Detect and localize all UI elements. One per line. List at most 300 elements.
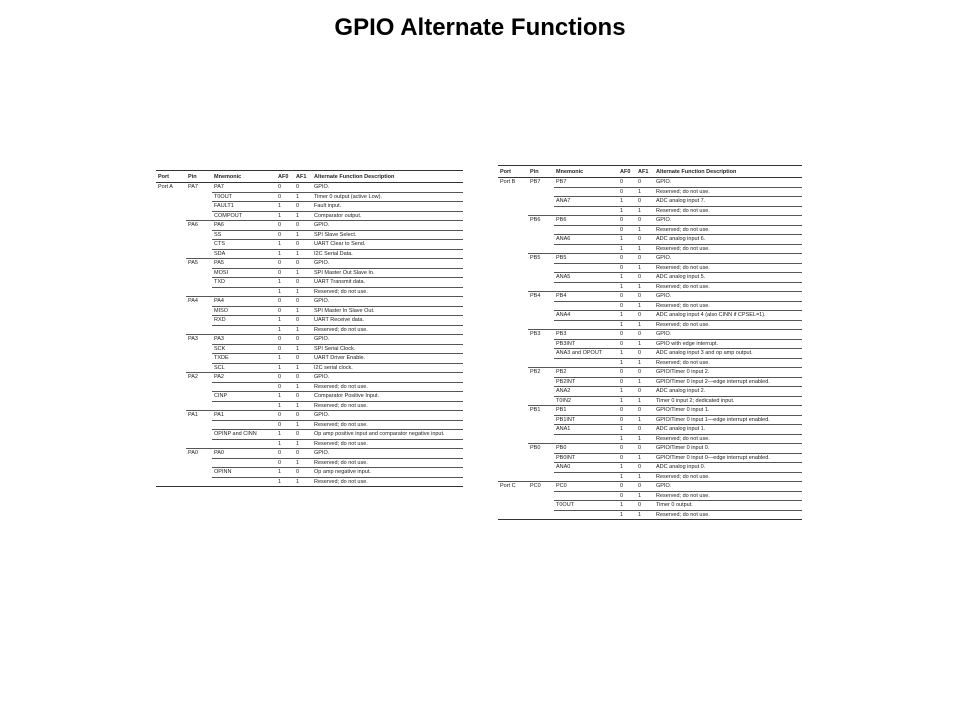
pin-cell <box>528 358 554 368</box>
af0-cell: 0 <box>618 187 636 197</box>
af1-cell: 1 <box>294 439 312 449</box>
pin-cell <box>528 263 554 273</box>
port-cell <box>498 206 528 216</box>
table-row <box>156 268 463 278</box>
pin-cell: PB5 <box>528 254 554 264</box>
af0-cell: 1 <box>276 392 294 402</box>
pin-cell: PA0 <box>186 449 212 459</box>
port-cell <box>156 401 186 411</box>
header-mnemonic: Mnemonic <box>554 166 618 178</box>
mnemonic-cell: PC0 <box>554 482 618 492</box>
description-cell: Reserved; do not use. <box>654 206 802 216</box>
mnemonic-cell: T0IN2 <box>554 396 618 406</box>
af0-cell: 0 <box>618 225 636 235</box>
port-cell: Port A <box>156 183 186 193</box>
mnemonic-cell <box>554 320 618 330</box>
af1-cell: 0 <box>636 482 654 492</box>
mnemonic-cell: PA2 <box>212 373 276 383</box>
pin-cell: PB7 <box>528 178 554 188</box>
af1-cell: 1 <box>294 306 312 316</box>
port-cell <box>498 434 528 444</box>
mnemonic-cell <box>554 358 618 368</box>
af0-cell: 0 <box>618 263 636 273</box>
table-row <box>156 287 463 297</box>
pin-cell <box>528 273 554 283</box>
description-cell: Reserved; do not use. <box>654 263 802 273</box>
table-row <box>156 306 463 316</box>
af1-cell: 0 <box>636 425 654 435</box>
pin-cell <box>186 344 212 354</box>
af1-cell: 1 <box>636 358 654 368</box>
table-row <box>156 430 463 440</box>
af0-cell: 0 <box>276 192 294 202</box>
af1-cell: 1 <box>636 415 654 425</box>
af1-cell: 0 <box>636 444 654 454</box>
pin-cell: PA1 <box>186 411 212 421</box>
description-cell: Reserved; do not use. <box>312 287 463 297</box>
pin-cell <box>186 430 212 440</box>
description-cell: ADC analog input 7. <box>654 197 802 207</box>
af0-cell: 1 <box>618 235 636 245</box>
port-cell <box>156 259 186 269</box>
af1-cell: 0 <box>636 330 654 340</box>
af0-cell: 0 <box>276 458 294 468</box>
description-cell: UART Driver Enable. <box>312 354 463 364</box>
af1-cell: 1 <box>636 301 654 311</box>
port-cell <box>498 349 528 359</box>
description-cell: GPIO. <box>312 221 463 231</box>
af1-cell: 0 <box>294 354 312 364</box>
table-row <box>498 244 802 254</box>
table-row <box>156 278 463 288</box>
af1-cell: 1 <box>294 211 312 221</box>
table-row <box>156 401 463 411</box>
pin-cell <box>528 311 554 321</box>
pin-cell <box>528 453 554 463</box>
af0-cell: 0 <box>618 178 636 188</box>
description-cell: Reserved; do not use. <box>312 325 463 335</box>
table-row <box>498 206 802 216</box>
port-cell <box>498 254 528 264</box>
af0-cell: 0 <box>276 306 294 316</box>
pin-cell <box>528 415 554 425</box>
port-b-c-alternate-functions-table <box>498 165 802 520</box>
af1-cell: 0 <box>636 178 654 188</box>
pin-cell <box>186 202 212 212</box>
table-row <box>498 282 802 292</box>
port-cell <box>156 458 186 468</box>
table-row <box>156 411 463 421</box>
port-cell <box>156 240 186 250</box>
port-cell <box>498 387 528 397</box>
port-cell <box>156 363 186 373</box>
mnemonic-cell: ANA2 <box>554 387 618 397</box>
af1-cell: 1 <box>294 458 312 468</box>
pin-cell <box>528 206 554 216</box>
pin-cell <box>186 268 212 278</box>
af0-cell: 0 <box>276 259 294 269</box>
table-row <box>156 344 463 354</box>
mnemonic-cell: PB6 <box>554 216 618 226</box>
mnemonic-cell: PB3 <box>554 330 618 340</box>
header-af1: AF1 <box>294 171 312 183</box>
af0-cell: 1 <box>618 510 636 520</box>
description-cell: GPIO. <box>312 297 463 307</box>
pin-cell <box>186 401 212 411</box>
port-cell <box>498 415 528 425</box>
mnemonic-cell <box>554 434 618 444</box>
mnemonic-cell: PA1 <box>212 411 276 421</box>
af1-cell: 0 <box>294 316 312 326</box>
header-row <box>156 171 463 183</box>
description-cell: Reserved; do not use. <box>654 491 802 501</box>
pin-cell <box>528 491 554 501</box>
mnemonic-cell: OPINN <box>212 468 276 478</box>
description-cell: GPIO/Timer 0 input 2—edge interrupt enabled. <box>654 377 802 387</box>
mnemonic-cell: ANA6 <box>554 235 618 245</box>
port-cell <box>498 282 528 292</box>
table-row <box>156 249 463 259</box>
pin-cell <box>528 377 554 387</box>
port-cell <box>498 425 528 435</box>
af0-cell: 1 <box>618 425 636 435</box>
description-cell: GPIO. <box>654 292 802 302</box>
description-cell: Reserved; do not use. <box>312 382 463 392</box>
pin-cell <box>528 463 554 473</box>
table-row <box>156 382 463 392</box>
table-row <box>156 392 463 402</box>
pin-cell <box>186 439 212 449</box>
pin-cell: PB3 <box>528 330 554 340</box>
port-cell <box>156 287 186 297</box>
pin-cell: PB1 <box>528 406 554 416</box>
af0-cell: 1 <box>618 311 636 321</box>
af0-cell: 0 <box>618 339 636 349</box>
pin-cell <box>528 282 554 292</box>
port-cell <box>156 316 186 326</box>
pin-cell <box>528 472 554 482</box>
af0-cell: 1 <box>276 477 294 487</box>
af1-cell: 0 <box>294 221 312 231</box>
table-row <box>498 501 802 511</box>
af1-cell: 1 <box>294 268 312 278</box>
mnemonic-cell <box>554 510 618 520</box>
mnemonic-cell: SDA <box>212 249 276 259</box>
pin-cell <box>528 320 554 330</box>
table-row <box>498 434 802 444</box>
header-af0: AF0 <box>618 166 636 178</box>
af1-cell: 1 <box>294 325 312 335</box>
mnemonic-cell <box>212 420 276 430</box>
description-cell: GPIO/Timer 0 input 0. <box>654 444 802 454</box>
description-cell: GPIO/Timer 0 input 1—edge interrupt enabled. <box>654 415 802 425</box>
mnemonic-cell: PA7 <box>212 183 276 193</box>
af0-cell: 1 <box>276 325 294 335</box>
port-cell <box>156 268 186 278</box>
af1-cell: 1 <box>294 477 312 487</box>
mnemonic-cell: PA5 <box>212 259 276 269</box>
port-cell <box>498 292 528 302</box>
port-cell <box>498 339 528 349</box>
table-row <box>498 301 802 311</box>
af1-cell: 1 <box>636 396 654 406</box>
mnemonic-cell <box>554 225 618 235</box>
description-cell: Reserved; do not use. <box>654 320 802 330</box>
port-cell <box>156 411 186 421</box>
port-cell <box>156 468 186 478</box>
description-cell: GPIO/Timer 0 input 2. <box>654 368 802 378</box>
af1-cell: 0 <box>294 240 312 250</box>
af0-cell: 1 <box>618 282 636 292</box>
description-cell: Reserved; do not use. <box>312 458 463 468</box>
af1-cell: 0 <box>636 463 654 473</box>
mnemonic-cell: FAULT1 <box>212 202 276 212</box>
af1-cell: 1 <box>636 244 654 254</box>
pin-cell <box>186 325 212 335</box>
port-cell <box>498 491 528 501</box>
table-row <box>156 335 463 345</box>
description-cell: UART Transmit data. <box>312 278 463 288</box>
af0-cell: 0 <box>618 254 636 264</box>
port-cell: Port B <box>498 178 528 188</box>
description-cell: Reserved; do not use. <box>312 477 463 487</box>
port-cell <box>156 306 186 316</box>
af1-cell: 1 <box>636 491 654 501</box>
description-cell: Reserved; do not use. <box>312 401 463 411</box>
af0-cell: 0 <box>276 344 294 354</box>
header-af0: AF0 <box>276 171 294 183</box>
port-cell <box>498 501 528 511</box>
af0-cell: 1 <box>276 202 294 212</box>
af1-cell: 0 <box>636 235 654 245</box>
pin-cell <box>528 501 554 511</box>
af1-cell: 1 <box>294 230 312 240</box>
af0-cell: 0 <box>618 216 636 226</box>
mnemonic-cell: SCL <box>212 363 276 373</box>
af1-cell: 1 <box>636 453 654 463</box>
af0-cell: 0 <box>276 297 294 307</box>
description-cell: Reserved; do not use. <box>654 358 802 368</box>
header-row <box>498 166 802 178</box>
mnemonic-cell: MOSI <box>212 268 276 278</box>
description-cell: Reserved; do not use. <box>654 244 802 254</box>
table-row <box>156 230 463 240</box>
port-cell <box>156 202 186 212</box>
af0-cell: 1 <box>618 273 636 283</box>
table-row <box>498 482 802 492</box>
af0-cell: 1 <box>276 240 294 250</box>
af0-cell: 1 <box>276 468 294 478</box>
af1-cell: 0 <box>294 259 312 269</box>
port-cell <box>498 187 528 197</box>
description-cell: Op amp negative input. <box>312 468 463 478</box>
af1-cell: 1 <box>636 510 654 520</box>
pin-cell <box>528 349 554 359</box>
af0-cell: 1 <box>276 249 294 259</box>
af1-cell: 1 <box>636 472 654 482</box>
af1-cell: 1 <box>636 282 654 292</box>
table-row <box>156 458 463 468</box>
pin-cell <box>528 244 554 254</box>
table-row <box>498 453 802 463</box>
af0-cell: 1 <box>276 278 294 288</box>
mnemonic-cell: TXDE <box>212 354 276 364</box>
af0-cell: 0 <box>276 268 294 278</box>
af0-cell: 1 <box>618 197 636 207</box>
description-cell: Reserved; do not use. <box>654 434 802 444</box>
pin-cell: PB4 <box>528 292 554 302</box>
table-row <box>498 415 802 425</box>
table-row <box>498 425 802 435</box>
pin-cell <box>186 382 212 392</box>
af0-cell: 0 <box>276 221 294 231</box>
description-cell: SPI Master In Slave Out. <box>312 306 463 316</box>
port-cell <box>498 406 528 416</box>
af0-cell: 0 <box>276 230 294 240</box>
af0-cell: 0 <box>276 335 294 345</box>
af1-cell: 0 <box>636 197 654 207</box>
port-cell <box>498 216 528 226</box>
af0-cell: 1 <box>618 501 636 511</box>
table-row <box>156 221 463 231</box>
port-cell <box>156 439 186 449</box>
af1-cell: 1 <box>294 363 312 373</box>
description-cell: Timer 0 output (active Low). <box>312 192 463 202</box>
description-cell: ADC analog input 2. <box>654 387 802 397</box>
description-cell: UART Clear to Send. <box>312 240 463 250</box>
mnemonic-cell <box>554 263 618 273</box>
description-cell: Reserved; do not use. <box>654 187 802 197</box>
af1-cell: 0 <box>294 297 312 307</box>
description-cell: ADC analog input 4 (also CINN if CPSEL=1). <box>654 311 802 321</box>
mnemonic-cell: PB4 <box>554 292 618 302</box>
description-cell: I2C Serial Data. <box>312 249 463 259</box>
table-row <box>498 406 802 416</box>
pin-cell <box>528 510 554 520</box>
af0-cell: 1 <box>618 349 636 359</box>
mnemonic-cell: CTS <box>212 240 276 250</box>
description-cell: Timer 0 input 2; dedicated input. <box>654 396 802 406</box>
mnemonic-cell: TXD <box>212 278 276 288</box>
table-row <box>156 439 463 449</box>
port-cell <box>156 192 186 202</box>
table-row <box>156 240 463 250</box>
af0-cell: 0 <box>276 183 294 193</box>
af0-cell: 1 <box>618 463 636 473</box>
header-port: Port <box>156 171 186 183</box>
af1-cell: 0 <box>294 183 312 193</box>
description-cell: GPIO. <box>312 183 463 193</box>
port-cell <box>156 278 186 288</box>
mnemonic-cell: PB1 <box>554 406 618 416</box>
pin-cell <box>186 278 212 288</box>
table-row <box>498 216 802 226</box>
port-cell <box>498 358 528 368</box>
mnemonic-cell: ANA7 <box>554 197 618 207</box>
table-header <box>498 166 802 178</box>
af1-cell: 0 <box>294 373 312 383</box>
af1-cell: 0 <box>294 411 312 421</box>
pin-cell <box>186 420 212 430</box>
mnemonic-cell <box>554 206 618 216</box>
af0-cell: 0 <box>276 411 294 421</box>
mnemonic-cell: ANA3 and OPOUT <box>554 349 618 359</box>
header-port: Port <box>498 166 528 178</box>
af0-cell: 0 <box>618 330 636 340</box>
port-cell <box>156 382 186 392</box>
pin-cell <box>528 396 554 406</box>
af0-cell: 1 <box>276 211 294 221</box>
description-cell: Reserved; do not use. <box>654 225 802 235</box>
port-cell <box>156 325 186 335</box>
af0-cell: 1 <box>618 472 636 482</box>
port-cell <box>498 463 528 473</box>
table-row <box>498 178 802 188</box>
port-cell <box>498 197 528 207</box>
table-row <box>498 320 802 330</box>
description-cell: Reserved; do not use. <box>312 420 463 430</box>
port-cell <box>156 373 186 383</box>
description-cell: GPIO. <box>654 330 802 340</box>
header-description: Alternate Function Description <box>654 166 802 178</box>
af0-cell: 1 <box>276 401 294 411</box>
pin-cell: PA5 <box>186 259 212 269</box>
description-cell: UART Receive data. <box>312 316 463 326</box>
af1-cell: 0 <box>294 278 312 288</box>
pin-cell: PB2 <box>528 368 554 378</box>
description-cell: Reserved; do not use. <box>654 510 802 520</box>
mnemonic-cell: PA0 <box>212 449 276 459</box>
mnemonic-cell: PB2INT <box>554 377 618 387</box>
table-row <box>156 373 463 383</box>
mnemonic-cell <box>554 244 618 254</box>
mnemonic-cell: ANA1 <box>554 425 618 435</box>
af1-cell: 0 <box>294 449 312 459</box>
mnemonic-cell: PB2 <box>554 368 618 378</box>
af1-cell: 1 <box>636 225 654 235</box>
table-row <box>498 358 802 368</box>
description-cell: Reserved; do not use. <box>654 472 802 482</box>
af0-cell: 1 <box>276 430 294 440</box>
description-cell: GPIO. <box>312 373 463 383</box>
table-row <box>156 325 463 335</box>
pin-cell: PA4 <box>186 297 212 307</box>
af1-cell: 1 <box>636 320 654 330</box>
table-row <box>498 463 802 473</box>
description-cell: GPIO. <box>312 449 463 459</box>
af1-cell: 0 <box>294 202 312 212</box>
description-cell: GPIO/Timer 0 input 1. <box>654 406 802 416</box>
af1-cell: 0 <box>636 349 654 359</box>
port-cell <box>156 392 186 402</box>
af1-cell: 1 <box>294 420 312 430</box>
header-description: Alternate Function Description <box>312 171 463 183</box>
table-row <box>498 472 802 482</box>
description-cell: ADC analog input 3 and op amp output. <box>654 349 802 359</box>
af1-cell: 0 <box>636 216 654 226</box>
table-row <box>498 377 802 387</box>
mnemonic-cell: T0OUT <box>212 192 276 202</box>
table-row <box>156 202 463 212</box>
description-cell: Reserved; do not use. <box>654 282 802 292</box>
pin-cell <box>528 339 554 349</box>
af1-cell: 1 <box>294 249 312 259</box>
mnemonic-cell: T0OUT <box>554 501 618 511</box>
mnemonic-cell: PA4 <box>212 297 276 307</box>
af0-cell: 1 <box>276 316 294 326</box>
table-row <box>156 297 463 307</box>
table-row <box>498 396 802 406</box>
